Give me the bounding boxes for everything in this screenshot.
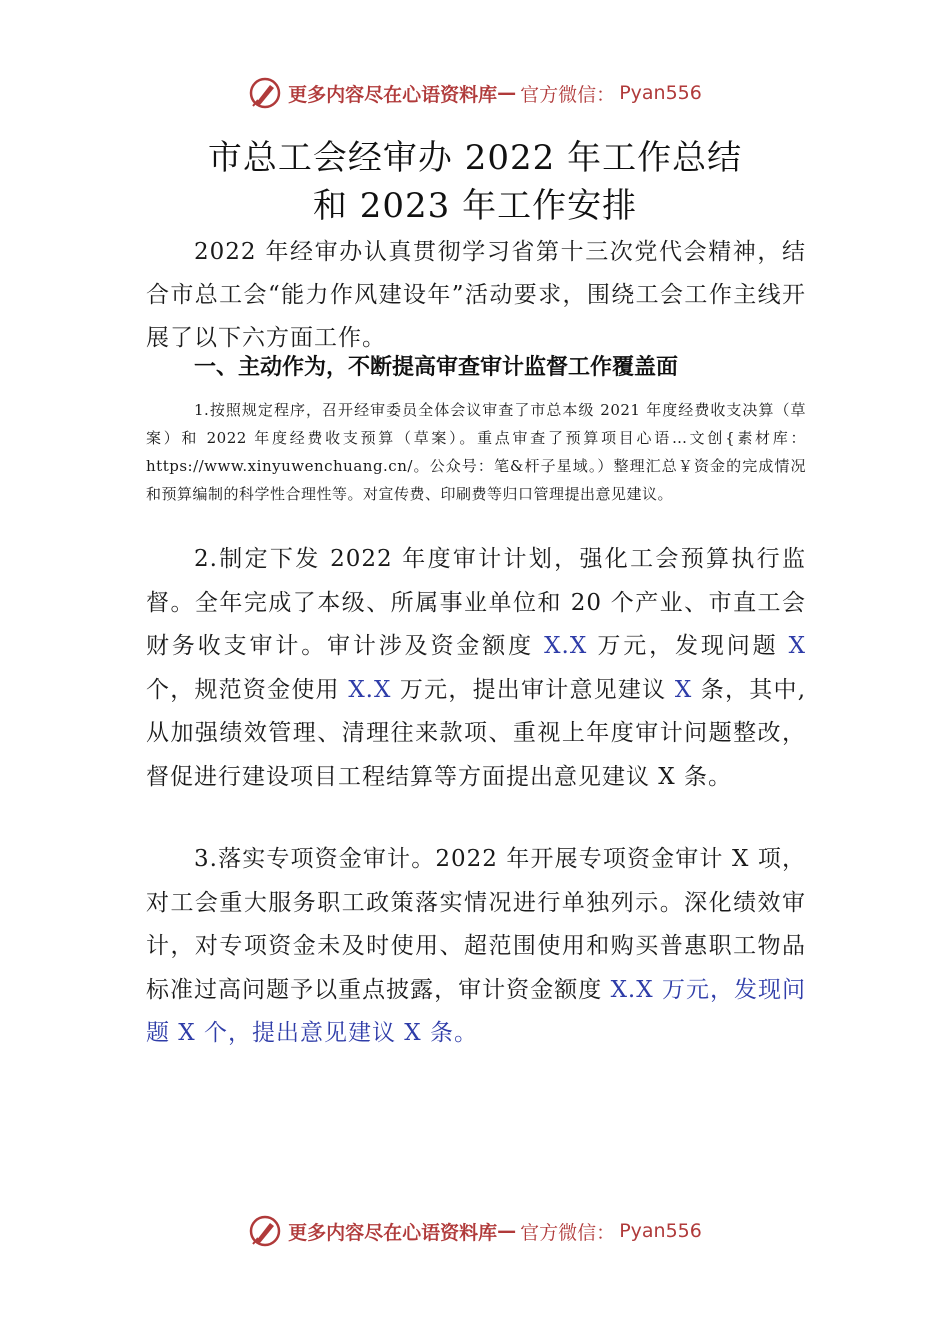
banner-wechat-id: Pyan556 [619,82,702,104]
quill-logo-icon [248,1214,282,1248]
p3-placeholder: X.X 万元，发现问题 X 个，提出意见建议 X 条。 [146,976,807,1046]
p3-text: 3.落实专项资金审计。2022 年开展专项资金审计 X 项，对工会重大服务职工政策落实情况进行单独列示。深化绩效审计，对专项资金未及时使用、超范围使用和购买普惠职工物品标准过高问题予以重点披露，审计资金额度 [146,846,806,1003]
header-banner [0,73,950,113]
banner-wechat-id: Pyan556 [619,1220,702,1242]
p2-text: 2.制定下发 2022 年度审计计划，强化工会预算执行监督。全年完成了本级、所属事业单位和 20 个产业、市直工会财务收支审计。审计涉及资金额度 [146,546,806,659]
p2-text: 万元，提出审计意见建议 [391,676,675,703]
section-heading-1: 一、主动作为，不断提高审查审计监督工作覆盖面 [194,355,679,380]
intro-paragraph: 2022 年经审办认真贯彻学习省第十三次党代会精神，结合市总工会“能力作风建设年”活动要求，围绕工会工作主线开展了以下六方面工作。 [146,239,806,351]
p2-text: 个，规范资金使用 [146,676,349,703]
quill-logo-icon [248,76,282,110]
paragraph-3 [146,838,806,1056]
banner-wechat-label: 官方微信： [520,1221,616,1244]
footer-banner [0,1211,950,1251]
p2-placeholder: X [788,633,807,659]
paragraph-1: 1.按照规定程序，召开经审委员全体会议审查了市总本级 2021 年度经费收支决算（草案）和 2022 年度经费收支预算（草案）。重点审查了预算项目心语…文创{素材库：https://www.xinyuwenchuang.cn/。公众号：笔&杆子星域。）整理汇总￥资金的完成情况和预算编制的科学性合理性等。对宣传费、印刷费等归口管理提出意见建议。 [146,401,806,503]
p2-text: 条，其中,从加强绩效管理、清理往来款项、重视上年度审计问题整改，督促进行建设项目工程结算等方面提出意见建议 X 条。 [146,676,806,790]
paragraph-2 [146,538,806,799]
banner-dash: — [497,82,517,104]
document-title-line1: 市总工会经审办 2022 年工作总结 [207,138,743,178]
banner-text: 更多内容尽在心语资料库 [288,83,498,106]
banner-wechat-label: 官方微信： [520,83,616,106]
p2-placeholder: X.X [544,633,588,659]
banner-text: 更多内容尽在心语资料库 [288,1221,498,1244]
banner-dash: — [497,1220,517,1242]
document-title-line2: 和 2023 年工作安排 [312,186,638,226]
p2-text: 万元，发现问题 [587,633,789,659]
p2-placeholder: X.X [348,676,392,703]
p2-placeholder: X [674,676,693,703]
